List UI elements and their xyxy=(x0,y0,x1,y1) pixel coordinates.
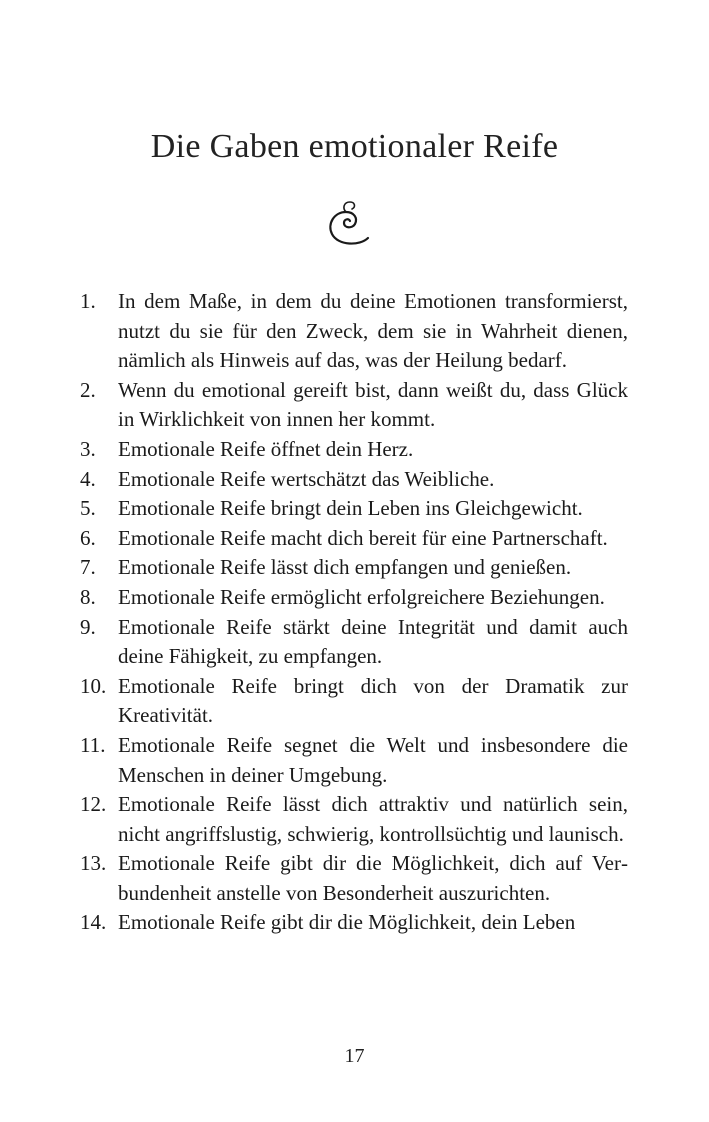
list-item-text: In dem Maße, in dem du deine Emotionen transformierst, nutzt du sie für den Zweck, dem sie in Wahrheit dienen, nämlich als Hinweis auf das, was der Heilung bedarf. xyxy=(118,289,628,373)
list-item-text: Emotionale Reife öffnet dein Herz. xyxy=(118,436,414,461)
spiral-swirl-icon xyxy=(324,198,374,248)
list-item xyxy=(80,731,628,790)
list-item-number: 12. xyxy=(80,792,107,817)
gifts-list xyxy=(80,287,628,938)
list-item-text: Emotionale Reife bringt dein Leben ins Gleichgewicht. xyxy=(118,496,583,521)
list-item-number: 2. xyxy=(80,377,96,402)
list-item-text: Emotionale Reife wertschätzt das Weibliche. xyxy=(118,466,495,491)
list-item xyxy=(80,849,628,908)
list-item-text: Emotionale Reife gibt dir die Möglichkeit, dein Leben xyxy=(118,910,576,935)
list-item-number: 9. xyxy=(80,614,96,639)
list-item-text: Wenn du emotional gereift bist, dann weißt du, dass Glück in Wirklichkeit von innen her kommt. xyxy=(118,377,628,432)
list-item-text: Emotionale Reife lässt dich attraktiv und natürlich sein, nicht angriffslustig, schwierig, kontrollsüchtig und launisch. xyxy=(118,792,628,846)
list-item xyxy=(80,376,628,435)
list-item-text: Emotionale Reife gibt dir die Möglichkeit, dich auf Verbundenheit anstelle von Besonderheit auszurichten. xyxy=(118,851,628,905)
list-item-number: 13. xyxy=(80,851,107,876)
page-title: Die Gaben emotionaler Reife xyxy=(150,128,559,165)
list-item xyxy=(80,494,628,524)
list-item xyxy=(80,287,628,376)
list-item-number: 5. xyxy=(80,496,96,521)
list-item xyxy=(80,672,628,731)
list-item-number: 14. xyxy=(80,910,107,935)
page-number: 17 xyxy=(344,1045,365,1067)
list-item-text: Emotionale Reife macht dich bereit für eine Partnerschaft. xyxy=(118,525,608,550)
list-item xyxy=(80,435,628,465)
list-item-number: 4. xyxy=(80,466,96,491)
list-item xyxy=(80,613,628,672)
list-item-text: Emotionale Reife ermöglicht erfolgreichere Beziehungen. xyxy=(118,584,605,609)
list-item-number: 3. xyxy=(80,436,96,461)
list-item-text: Emotionale Reife bringt dich von der Dramatik zur Kreativität. xyxy=(118,673,628,728)
list-item xyxy=(80,908,628,938)
list-item xyxy=(80,583,628,613)
list-item xyxy=(80,553,628,583)
list-item xyxy=(80,790,628,849)
list-item-number: 6. xyxy=(80,525,96,550)
list-item-number: 10. xyxy=(80,673,107,698)
list-item-number: 1. xyxy=(80,289,96,313)
list-item xyxy=(80,465,628,495)
list-item-number: 7. xyxy=(80,555,96,580)
list-item-text: Emotionale Reife stärkt deine Integrität und damit auch deine Fähigkeit, zu empfangen. xyxy=(118,614,628,669)
list-item-text: Emotionale Reife lässt dich empfangen und genießen. xyxy=(118,555,572,580)
list-item xyxy=(80,524,628,554)
list-item-number: 8. xyxy=(80,584,96,609)
list-item-number: 11. xyxy=(80,732,106,757)
list-item-text: Emotionale Reife segnet die Welt und insbesondere die Menschen in deiner Umgebung. xyxy=(118,732,628,787)
